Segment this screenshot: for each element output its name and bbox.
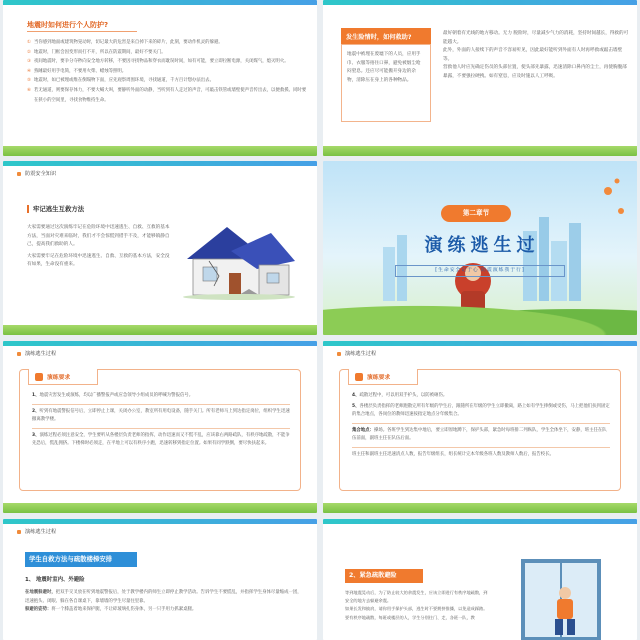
panel-body <box>352 392 610 462</box>
body-paragraph: 躲避的姿势：将一个膝盖着地来保护腿，不让碎玻璃扎伤身体，另一只手用力抓紧桌腿。 <box>25 607 197 613</box>
slide-title: 地震时如何进行个人防护? <box>27 21 109 29</box>
panel-tag: 演练要求 <box>28 369 98 385</box>
clipboard-icon <box>355 373 363 381</box>
protection-list <box>27 38 307 105</box>
header-dot-icon <box>17 352 21 356</box>
requirements-panel <box>339 369 621 491</box>
grass-strip <box>3 325 317 335</box>
grass-strip <box>323 146 637 156</box>
body-paragraph: 大家需要牢记在危险环境中迅速逃生、自救、互救的基本方法，安全没有如果，生命没有重来。 <box>27 253 170 268</box>
bullet-icon: ⑥ <box>27 87 31 93</box>
slide-chapter-cover <box>323 161 637 335</box>
requirement-item: 3、演练过程必须注意安全，学生要听从各楼层负责老师的指挥，动作迅速而又不慌不乱，应该靠右两路疏队，有秩序地疏散，不能争先恐后，慌乱拥挤。下楼梯时必须走，在平地上可以有秩序小跑，迅速转移到指定位置。如果有同学跌倒，要尽快扶起来。 <box>32 432 290 447</box>
panel-body <box>32 392 290 451</box>
slide-escape-knowledge <box>3 161 317 335</box>
top-gradient-bar <box>3 161 317 166</box>
body-paragraph: 等到地震晃动后，为了防止较大的余震发生，应该立即进行有秩序地疏散，到安全的地方去躲避余震。 <box>345 590 488 604</box>
slide-self-rescue <box>3 519 317 640</box>
requirement-item: 班主任和副班主任迅速清点人数，报告年级组长，组长统计完本年级各班人数及教师人数后，报告校长。 <box>352 451 554 457</box>
section-subtitle: 牢记逃生互救方法 <box>27 204 84 213</box>
section-band: 学生自救方法与疏散楼梯安排 <box>25 552 137 567</box>
body-paragraph: 大家需要通过这次演练牢记在危险环境中迅速逃生、自救、互救的基本方法，当面对灾难来临时，我们才不会惊慌到措手不及，才能够镇静自己，提高我们救助的人。 <box>27 225 170 248</box>
list-item: ④ 熟睡最好用手电筒，不要用火柴、蜡烛等照明。 <box>27 67 307 77</box>
requirement-item: 1、地震灾害发生或演练，均以广播警报声或应急领导小组成员的呼喊为警报信号。 <box>32 393 194 398</box>
rescue-column <box>443 30 629 82</box>
top-gradient-bar <box>323 0 637 5</box>
bullet-icon: ⑤ <box>27 78 31 84</box>
title-underline <box>27 31 137 32</box>
list-item: ② 地震时，门框会因变形而打不开，所以在防震期间，最好不要关门。 <box>27 48 307 58</box>
bullet-icon: ② <box>27 49 31 55</box>
section-body <box>27 224 172 270</box>
list-item: ⑤ 地震时，如已被埋或维在倒塌物下面，应先观察周围环境，寻找通道，千方百计想办法出去。 <box>27 76 307 86</box>
slide-drill-requirements-2 <box>323 341 637 513</box>
divider <box>32 404 290 405</box>
bullet-icon: ③ <box>27 59 31 65</box>
rescue-box: 地震中被埋在废墟下的人员，应用手巾、衣服等捂住口鼻，避免被烟尘呛闷窒息。还应尽可能搬开身边的杂物，清除压在身上的各种物品。 <box>341 44 431 122</box>
bullet-icon: ④ <box>27 68 31 74</box>
divider <box>32 428 290 429</box>
chapter-slogan: [生命安全记于心 防震演练我于行] <box>395 265 565 277</box>
chapter-title: 演练逃生过 <box>424 235 540 256</box>
requirement-item: 2、听到有地震警报信号后，立即停止上课，关闭办公室，教室所有用电设备，随手关门。所有老师马上到达指定岗位，组织学生迅速撤离教学楼。 <box>32 408 290 423</box>
list-item: ⑥ 若无通道，则要保存体力，不要大喊大叫，要静听外面的动静，当听到有人走过的声音，可敲击铁管或墙壁使声音传出去，以便救援。同时要在狭小的空间里，寻找食物维持生命。 <box>27 86 307 105</box>
list-item: ① 当你感到地面或建筑物晃动时，切记最大的危害是来自掉下来的碎片，此刻，要动作机灵的躲避。 <box>27 38 307 48</box>
grass-strip <box>323 503 637 513</box>
list-item: ③ 夜间地震时，要争分夺秒向安全地方转移，不要因寻找物品和穿衣而耽误时间，如有可能，要立即拉断电源，关闭煤气，熄灭明火。 <box>27 57 307 67</box>
green-hill <box>323 301 637 335</box>
body-paragraph: 在地震躲避时，把双手交叉放在听到地震警报后，处于教学楼内的师生立即停止教学活动。告诉学生不要慌乱，并指挥学生身体尽量缩成一团，迅速抱头、闭眼、躲在各自课桌下，靠墙墙的学生尽量往里靠。 <box>25 590 302 604</box>
top-gradient-bar <box>3 341 317 346</box>
header-dot-icon <box>17 530 21 534</box>
rescue-paragraph: 最好朝着有光线的地方移动。无力 脱险时，尽量减少气力的消耗，坚持时间越长，得救的可能越大。 <box>443 31 629 45</box>
damaged-house-illustration <box>179 221 299 301</box>
slide-header: 演练逃生过程 <box>337 350 376 357</box>
header-dot-icon <box>17 172 21 176</box>
header-dot-icon <box>337 352 341 356</box>
slide-emergency-evacuation <box>323 519 637 640</box>
panel-tag: 演练要求 <box>348 369 418 385</box>
section-body <box>25 589 305 615</box>
divider <box>352 423 610 424</box>
slide-header: 防震安全知识 <box>17 170 56 177</box>
clipboard-icon <box>35 373 43 381</box>
divider <box>352 447 610 448</box>
window-illustration <box>521 559 601 640</box>
top-gradient-bar <box>323 341 637 346</box>
body-paragraph: 如果长发和披肩，请你用手保护头部，逃生时不要拥挤推搡，以免造成踩踏。 <box>345 606 488 612</box>
chapter-chip: 第二章节 <box>441 205 511 222</box>
top-gradient-bar <box>3 0 317 5</box>
top-gradient-bar <box>3 519 317 524</box>
bullet-icon: ① <box>27 40 31 45</box>
rescue-tag: 发生险情时，如何救助? <box>341 28 431 44</box>
slide-personal-protection <box>3 0 317 156</box>
slide-drill-requirements-1 <box>3 341 317 513</box>
accent-bar <box>27 205 29 213</box>
top-gradient-bar <box>323 519 637 524</box>
requirement-item: 4、疏散过程中，可以用双手护头，以防被砸伤。 <box>352 393 448 398</box>
rescue-paragraph: 营救他人时应先确定伤员的头部位置，使头部先暴露，迅速清除口鼻内的尘土，再使胸腹部暴露，不要强拉硬拽。如有窒息，应及时施以人工呼吸。 <box>443 65 627 79</box>
person-at-window-illustration <box>525 563 597 637</box>
body-paragraph: 要有秩序地疏散，每班或楼层的人，学生分别往门、走，各班一队，教 <box>345 614 475 620</box>
section-body <box>345 589 491 622</box>
requirement-item: 5、各楼层负责指挥的老师跑散完所有年级的学生后，跟随所在年级的学生立即撤离，路上如有学生摔倒或受伤，马上把他们扶到固定的集合地点，各岗位的教师迅速按指定地点分年级集合。 <box>352 403 610 418</box>
slide-header: 演练逃生过程 <box>17 528 56 535</box>
requirement-item: 集合地点：操场。各班学生到达集中地后，要立即原地蹲下，保护头部，紧急时每班排二列纵队，学生全体坐下，安静，班主任在队伍前面，副班主任在队伍后面。 <box>352 427 607 442</box>
section-tag: 2、紧急疏散避险 <box>345 569 423 583</box>
requirements-panel <box>19 369 301 491</box>
section-subtitle: 1、 地震时室内、外避险 <box>25 577 85 583</box>
grass-strip <box>3 503 317 513</box>
slide-header: 演练逃生过程 <box>17 350 56 357</box>
slide-rescue <box>323 0 637 156</box>
grass-strip <box>3 146 317 156</box>
rescue-paragraph: 此外，外面的人接续下的声音不容易听见，因此最好能听到外面有人时再呼救或敲击墙壁等。 <box>443 48 623 62</box>
